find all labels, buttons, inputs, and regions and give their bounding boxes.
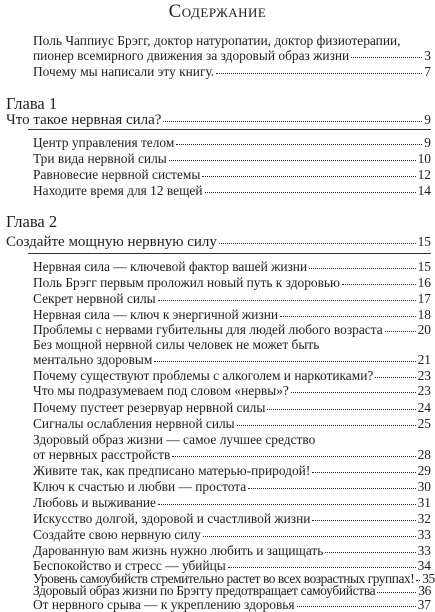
dot-leader [312,519,415,521]
chapter-1-title[interactable] [6,112,431,128]
toc-entry-title: Сигналы ослабления нервной силы [33,416,235,431]
toc-entry-title: Живите так, как предписано матерью-природой! [33,463,311,478]
toc-entry-title: Искусство долгой, здоровой и счастливой жизни [33,511,311,526]
toc-entry-title: Поль Брэгг первым проложил новый путь к здоровью [33,275,341,290]
chapter-title-text: Создайте мощную нервную силу [6,234,217,250]
dot-leader [169,159,416,161]
toc-entry-title: Центр управления телом [33,135,175,150]
toc-entry-title: Дарованную вам жизнь нужно любить и защищать [33,543,324,558]
dot-leader [176,143,422,145]
toc-entry-title: пионер всемирного движения за здоровый образ жизни [33,48,350,63]
toc-entry[interactable] [33,416,431,431]
toc-entry-page: 12 [417,167,431,182]
toc-entry-page: 9 [424,135,431,150]
chapter-page: 9 [424,112,431,127]
toc-entry-line: Здоровый образ жизни — самое лучшее средство [33,432,316,447]
toc-entry[interactable] [33,383,431,398]
dot-leader [158,299,416,301]
toc-entry[interactable] [33,583,431,598]
toc-entry-title: Здоровый образ жизни по Брэггу предотвращает самоубийства [33,583,376,598]
toc-entry-title: От нервного срыва — к укреплению здоровья [33,597,295,612]
toc-entry[interactable] [33,511,431,526]
chapter-1-label: Глава 1 [6,94,58,113]
chapter-page: 15 [417,234,431,249]
toc-entry-page: 14 [417,183,431,198]
page-title: Содержание [168,1,267,22]
toc-entry[interactable] [33,135,431,150]
toc-entry-title: Три вида нервной силы [33,151,167,166]
toc-entry[interactable] [33,167,431,182]
toc-entry-title: Равновесие нервной системы [33,167,201,182]
toc-entry[interactable] [33,543,431,558]
dot-leader [416,579,420,581]
dot-leader [248,487,415,489]
toc-entry[interactable] [33,64,431,79]
dot-leader [351,56,422,58]
chapter-2-rule [28,253,431,254]
dot-leader [172,455,415,457]
toc-entry-page: 25 [417,416,431,431]
toc-entry-title: ментально здоровым [33,352,153,367]
chapter-2-title[interactable] [6,234,431,250]
toc-entry[interactable] [33,291,431,306]
toc-entry-page: 24 [417,400,431,415]
toc-entry-title: Секрет нервной силы [33,291,156,306]
dot-leader [309,267,415,269]
dot-leader [280,315,416,317]
dot-leader [297,605,416,607]
dot-leader [312,471,415,473]
toc-entry[interactable] [33,368,431,383]
toc-entry-title: Что мы подразумеваем под словом «нервы»? [33,383,289,398]
toc-entry-page: 21 [417,352,431,367]
toc-entry-title: Уровень самоубийств стремительно растет во всех возрастных группах! [33,571,415,586]
toc-entry-page: 15 [417,259,431,274]
dot-leader [154,360,415,362]
toc-entry-title: Нервная сила — ключ к энергичной жизни [33,307,279,322]
toc-entry-page: 34 [417,558,431,573]
toc-entry-page: 35 [422,571,435,586]
toc-entry[interactable] [33,48,431,63]
dot-leader [163,120,422,122]
toc-entry-title: от нервных расстройств [33,447,171,462]
toc-entry[interactable] [33,183,431,198]
toc-entry[interactable] [33,151,431,166]
toc-entry-page: 18 [417,307,431,322]
toc-entry[interactable] [33,597,431,612]
toc-entry[interactable] [33,479,431,494]
toc-entry-page: 33 [417,543,431,558]
toc-entry[interactable] [33,322,431,337]
toc-entry-page: 31 [417,495,431,510]
toc-entry-page: 16 [417,275,431,290]
toc-entry-title: Почему мы написали эту книгу. [33,64,215,79]
toc-entry-page: 33 [417,527,431,542]
toc-entry-page: 28 [417,447,431,462]
toc-entry[interactable] [33,495,431,510]
dot-leader [203,535,416,537]
dot-leader [291,391,416,393]
toc-entry[interactable] [33,307,431,322]
toc-entry-title: Почему пустеет резервуар нервной силы [33,400,266,415]
toc-entry-title: Ключ к счастью и любви — простота [33,479,247,494]
dot-leader [385,330,416,332]
toc-entry-page: 20 [417,322,431,337]
dot-leader [267,408,415,410]
dot-leader [237,424,416,426]
dot-leader [205,191,416,193]
dot-leader [216,72,422,74]
toc-entry-page: 30 [417,479,431,494]
toc-entry[interactable] [33,400,431,415]
chapter-title-text: Что такое нервная сила? [6,112,162,128]
toc-entry-title: Почему существуют проблемы с алкоголем и наркотиками? [33,368,374,383]
dot-leader [202,175,415,177]
toc-entry-page: 36 [418,583,431,598]
toc-entry-page: 17 [417,291,431,306]
toc-entry-page: 37 [417,597,431,612]
dot-leader [375,376,415,378]
toc-entry-title: Любовь и выживание [33,495,156,510]
toc-entry-page: 3 [424,48,431,63]
toc-entry-page: 29 [417,463,431,478]
toc-entry-page: 23 [417,368,431,383]
dot-leader [158,503,416,505]
toc-entry-title: Проблемы с нервами губительны для людей любого возраста [33,322,383,337]
toc-entry[interactable] [33,352,431,367]
dot-leader [325,551,415,553]
dot-leader [342,283,416,285]
toc-entry-line: Без мощной нервной силы человек не может быть [33,337,320,352]
dot-leader [228,566,416,568]
toc-entry[interactable] [33,259,431,274]
dot-leader [219,242,416,244]
toc-entry[interactable] [33,527,431,542]
toc-entry-page: 32 [417,511,431,526]
dot-leader [377,591,416,593]
toc-entry-line: Поль Чаппиус Брэгг, доктор натуропатии, доктор физиотерапии, [33,33,401,48]
toc-entry-title: Находите время для 12 вещей [33,183,203,198]
toc-entry-page: 23 [417,383,431,398]
chapter-2-label: Глава 2 [6,212,58,231]
toc-entry-title: Создайте свою нервную силу [33,527,201,542]
toc-entry-page: 10 [417,151,431,166]
toc-entry[interactable] [33,463,431,478]
toc-entry-title: Нервная сила — ключевой фактор вашей жизни [33,259,308,274]
toc-entry[interactable] [33,447,431,462]
toc-entry[interactable] [33,275,431,290]
chapter-1-rule [28,129,431,130]
toc-entry-page: 7 [424,64,431,79]
toc-entry-title: Беспокойство и стресс — убийцы [33,558,226,573]
